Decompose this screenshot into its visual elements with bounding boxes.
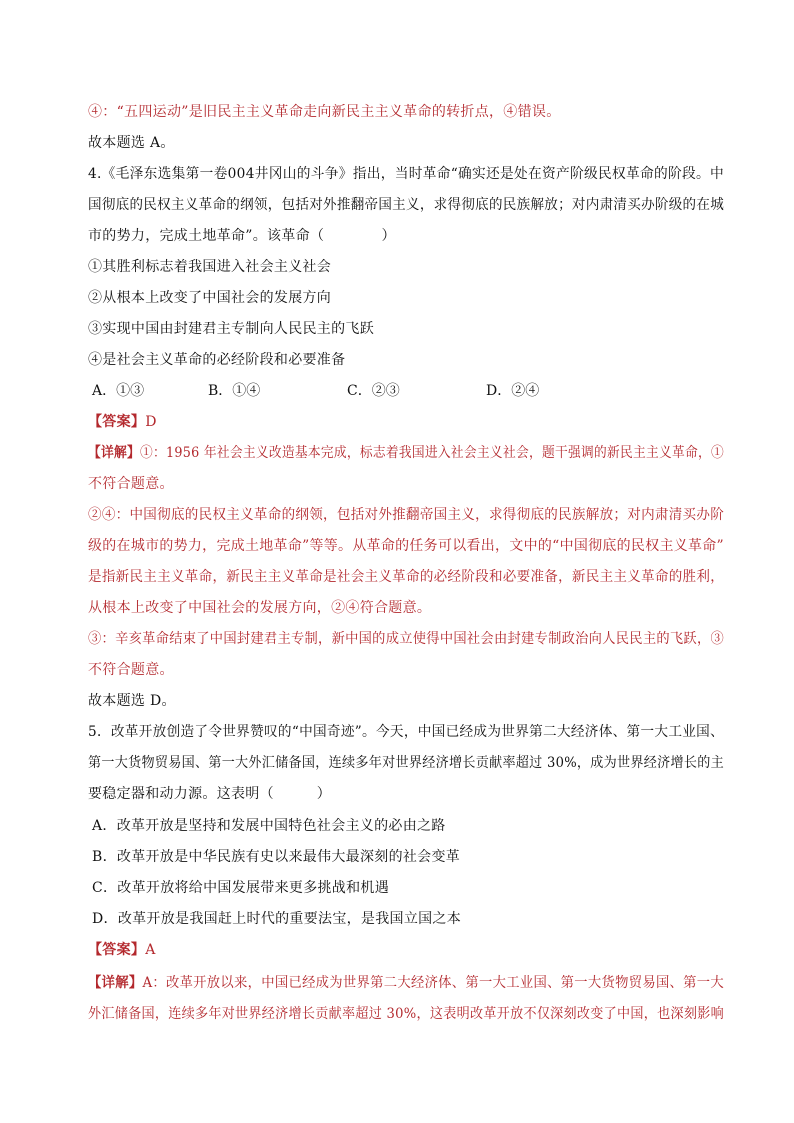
q5-detail-line-2: 外汇储备国，连续多年对世界经济增长贡献率超过 30%，这表明改革开放不仅深刻改变了中国，也深刻影响 xyxy=(88,1006,724,1022)
answer-tag: 【答案】 xyxy=(88,414,146,430)
q4-stem-line-3: 市的势力，完成土地革命”。该革命（ ） xyxy=(88,228,396,244)
q5-option-c: C．改革开放将给中国发展带来更多挑战和机遇 xyxy=(92,880,390,896)
q4-statement-3: ③实现中国由封建君主专制向人民民主的飞跃 xyxy=(88,321,374,337)
answer-value: D xyxy=(145,414,157,430)
q5-detail-line-1 xyxy=(88,973,724,993)
q3-conclusion: 故本题选 A。 xyxy=(88,135,175,151)
q5-option-b: B．改革开放是中华民族有史以来最伟大最深刻的社会变革 xyxy=(92,849,461,865)
answer-value: A xyxy=(145,942,156,958)
q5-option-d: D．改革开放是我国赶上时代的重要法宝，是我国立国之本 xyxy=(92,911,462,927)
q4-answer xyxy=(88,412,157,432)
q4-detail-line-3: ②④：中国彻底的民权主义革命的纲领，包括对外推翻帝国主义，求得彻底的民族解放；对内肃清买办阶 xyxy=(88,507,725,523)
q4-option-d: D．②④ xyxy=(486,383,540,399)
q4-detail-line-5: 是指新民主主义革命，新民主主义革命是社会主义革命的必经阶段和必要准备，新民主主义革命的胜利， xyxy=(88,569,725,585)
q5-stem-line-3: 要稳定器和动力源。这表明（ ） xyxy=(88,786,332,802)
q5-option-a: A．改革开放是坚持和发展中国特色社会主义的必由之路 xyxy=(92,818,446,834)
detail-text: A：改革开放以来，中国已经成为世界第二大经济体、第一大工业国、第一大货物贸易国、第一大 xyxy=(142,975,725,991)
q4-statement-4: ④是社会主义革命的必经阶段和必要准备 xyxy=(88,352,346,368)
detail-tag: 【详解】 xyxy=(88,445,141,461)
q4-stem-line-2: 国彻底的民权主义革命的纲领，包括对外推翻帝国主义，求得彻底的民族解放；对内肃清买办阶级的在城 xyxy=(88,197,725,213)
q4-statement-2: ②从根本上改变了中国社会的发展方向 xyxy=(88,290,332,306)
answer-tag: 【答案】 xyxy=(88,942,146,958)
q4-option-a: A．①③ xyxy=(92,383,145,399)
q4-detail-line-6: 从根本上改变了中国社会的发展方向，②④符合题意。 xyxy=(88,600,432,616)
detail-tag: 【详解】 xyxy=(88,975,143,991)
q4-statement-1: ①其胜利标志着我国进入社会主义社会 xyxy=(88,259,332,275)
q5-answer xyxy=(88,940,156,960)
q4-detail-line-4: 级的在城市的势力，完成土地革命”等等。从革命的任务可以看出，文中的“中国彻底的民权主义革命” xyxy=(88,538,725,554)
q4-option-c: C．②③ xyxy=(347,383,400,399)
q4-option-b: B．①④ xyxy=(208,383,261,399)
detail-text: ①：1956 年社会主义改造基本完成，标志着我国进入社会主义社会，题干强调的新民主主义革命，① xyxy=(140,445,725,461)
q4-conclusion: 故本题选 D。 xyxy=(88,693,176,709)
q4-detail-line-2: 不符合题意。 xyxy=(88,476,174,492)
q5-stem-line-2: 第一大货物贸易国、第一大外汇储备国，连续多年对世界经济增长贡献率超过 30%，成为世界经济增长的主 xyxy=(88,755,724,771)
q5-stem-line-1: 5．改革开放创造了令世界赞叹的“中国奇迹”。今天，中国已经成为世界第二大经济体、第一大工业国、 xyxy=(88,724,725,740)
q4-detail-line-1 xyxy=(88,443,724,463)
q3-point4: ④：“五四运动”是旧民主主义革命走向新民主主义革命的转折点，④错误。 xyxy=(88,104,561,120)
q4-detail-line-7: ③：辛亥革命结束了中国封建君主专制，新中国的成立使得中国社会由封建专制政治向人民民主的飞跃，③ xyxy=(88,631,725,647)
q4-stem-line-1: 4.《毛泽东选集第一卷004井冈山的斗争》指出，当时革命“确实还是处在资产阶级民权革命的阶段。中 xyxy=(88,166,724,182)
q4-detail-line-8: 不符合题意。 xyxy=(88,662,174,678)
